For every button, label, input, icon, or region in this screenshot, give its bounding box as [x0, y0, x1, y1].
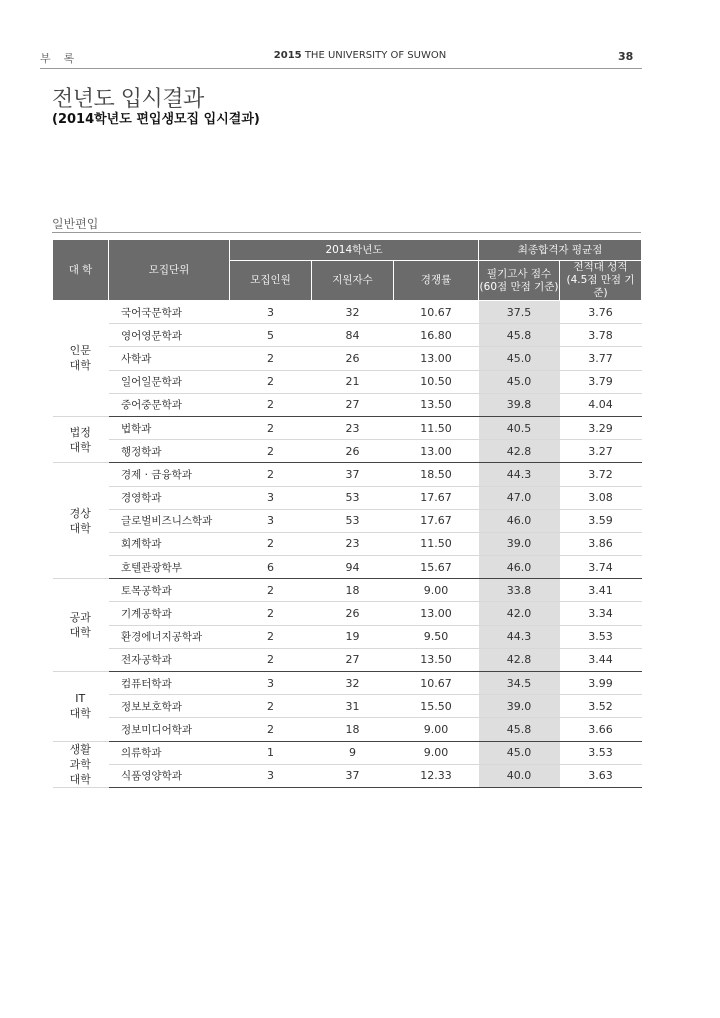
table-row	[53, 579, 642, 602]
ratio-cell: 9.00	[394, 718, 479, 741]
gpa-cell: 3.66	[560, 718, 642, 741]
gpa-cell: 3.78	[560, 324, 642, 347]
department-cell: 글로벌비즈니스학과	[109, 509, 230, 532]
ratio-cell: 13.00	[394, 602, 479, 625]
written-score-cell: 40.0	[479, 764, 560, 787]
college-cell: 공과 대학	[53, 579, 109, 672]
col-header-recruit: 모집인원	[230, 261, 312, 301]
section-char-1: 부	[40, 52, 52, 65]
page-subtitle: (2014학년도 편입생모집 입시결과)	[52, 112, 260, 127]
col-header-year-group: 2014학년도	[230, 240, 479, 261]
gpa-cell: 3.41	[560, 579, 642, 602]
recruit-cell: 2	[230, 416, 312, 439]
gpa-cell: 3.74	[560, 556, 642, 579]
recruit-cell: 3	[230, 672, 312, 695]
table-body	[53, 301, 642, 788]
applicants-cell: 26	[312, 602, 394, 625]
col-header-college: 대 학	[53, 240, 109, 301]
recruit-cell: 2	[230, 370, 312, 393]
gpa-cell: 3.52	[560, 695, 642, 718]
gpa-cell: 3.77	[560, 347, 642, 370]
department-cell: 토목공학과	[109, 579, 230, 602]
department-cell: 일어일문학과	[109, 370, 230, 393]
admission-results-table	[52, 239, 642, 788]
gpa-cell: 3.63	[560, 764, 642, 787]
ratio-cell: 15.50	[394, 695, 479, 718]
department-cell: 환경에너지공학과	[109, 625, 230, 648]
applicants-cell: 26	[312, 440, 394, 463]
table-row	[53, 602, 642, 625]
table-row	[53, 347, 642, 370]
department-cell: 기계공학과	[109, 602, 230, 625]
header-divider	[40, 68, 642, 69]
written-score-cell: 34.5	[479, 672, 560, 695]
ratio-cell: 13.00	[394, 347, 479, 370]
written-score-cell: 45.0	[479, 370, 560, 393]
written-score-cell: 46.0	[479, 509, 560, 532]
recruit-cell: 2	[230, 625, 312, 648]
ratio-cell: 11.50	[394, 416, 479, 439]
written-score-cell: 45.0	[479, 347, 560, 370]
recruit-cell: 3	[230, 301, 312, 324]
recruit-cell: 2	[230, 393, 312, 416]
written-score-cell: 45.8	[479, 718, 560, 741]
applicants-cell: 27	[312, 393, 394, 416]
table-row	[53, 440, 642, 463]
written-score-cell: 45.0	[479, 741, 560, 764]
table-row	[53, 695, 642, 718]
col-header-unit: 모집단위	[109, 240, 230, 301]
table-row	[53, 532, 642, 555]
ratio-cell: 13.00	[394, 440, 479, 463]
applicants-cell: 21	[312, 370, 394, 393]
department-cell: 정보보호학과	[109, 695, 230, 718]
recruit-cell: 2	[230, 347, 312, 370]
col-header-avg-group: 최종합격자 평균점	[479, 240, 642, 261]
recruit-cell: 2	[230, 440, 312, 463]
table-row	[53, 370, 642, 393]
table-row	[53, 741, 642, 764]
written-score-cell: 44.3	[479, 463, 560, 486]
applicants-cell: 18	[312, 579, 394, 602]
gpa-cell: 3.59	[560, 509, 642, 532]
col-header-applicants: 지원자수	[312, 261, 394, 301]
table-row	[53, 486, 642, 509]
department-cell: 법학과	[109, 416, 230, 439]
applicants-cell: 9	[312, 741, 394, 764]
written-score-cell: 45.8	[479, 324, 560, 347]
gpa-cell: 3.76	[560, 301, 642, 324]
recruit-cell: 2	[230, 532, 312, 555]
written-score-cell: 39.0	[479, 695, 560, 718]
gpa-cell: 3.27	[560, 440, 642, 463]
section-char-2: 록	[63, 52, 76, 65]
table-row	[53, 416, 642, 439]
department-cell: 경제 · 금융학과	[109, 463, 230, 486]
recruit-cell: 2	[230, 602, 312, 625]
recruit-cell: 3	[230, 764, 312, 787]
page-title: 전년도 입시결과	[52, 87, 204, 112]
department-cell: 국어국문학과	[109, 301, 230, 324]
ratio-cell: 9.00	[394, 579, 479, 602]
applicants-cell: 26	[312, 347, 394, 370]
ratio-cell: 10.50	[394, 370, 479, 393]
department-cell: 전자공학과	[109, 648, 230, 671]
recruit-cell: 5	[230, 324, 312, 347]
gpa-cell: 3.34	[560, 602, 642, 625]
col-header-ratio: 경쟁률	[394, 261, 479, 301]
table-row	[53, 648, 642, 671]
gpa-cell: 3.08	[560, 486, 642, 509]
ratio-cell: 13.50	[394, 393, 479, 416]
college-cell: 법정 대학	[53, 416, 109, 462]
table-row	[53, 718, 642, 741]
section-label: 일반편입	[52, 217, 99, 231]
ratio-cell: 9.50	[394, 625, 479, 648]
recruit-cell: 2	[230, 695, 312, 718]
department-cell: 경영학과	[109, 486, 230, 509]
written-score-cell: 47.0	[479, 486, 560, 509]
department-cell: 컴퓨터학과	[109, 672, 230, 695]
applicants-cell: 37	[312, 463, 394, 486]
page-header	[40, 50, 642, 70]
recruit-cell: 1	[230, 741, 312, 764]
written-score-cell: 42.8	[479, 648, 560, 671]
applicants-cell: 37	[312, 764, 394, 787]
department-cell: 행정학과	[109, 440, 230, 463]
gpa-cell: 3.44	[560, 648, 642, 671]
table-row	[53, 764, 642, 787]
gpa-cell: 3.86	[560, 532, 642, 555]
department-cell: 사학과	[109, 347, 230, 370]
table-row	[53, 672, 642, 695]
applicants-cell: 94	[312, 556, 394, 579]
department-cell: 호텔관광학부	[109, 556, 230, 579]
applicants-cell: 31	[312, 695, 394, 718]
gpa-cell: 3.29	[560, 416, 642, 439]
ratio-cell: 9.00	[394, 741, 479, 764]
running-year: 2015	[273, 50, 302, 61]
applicants-cell: 19	[312, 625, 394, 648]
department-cell: 식품영양학과	[109, 764, 230, 787]
col-header-gpa: 전적대 성적 (4.5점 만점 기준)	[560, 261, 642, 301]
college-cell: 경상 대학	[53, 463, 109, 579]
ratio-cell: 17.67	[394, 509, 479, 532]
section-marker	[40, 50, 87, 66]
running-university: THE UNIVERSITY OF SUWON	[304, 50, 447, 61]
written-score-cell: 39.0	[479, 532, 560, 555]
written-score-cell: 37.5	[479, 301, 560, 324]
table-row	[53, 301, 642, 324]
table-row	[53, 556, 642, 579]
department-cell: 정보미디어학과	[109, 718, 230, 741]
ratio-cell: 13.50	[394, 648, 479, 671]
gpa-cell: 3.99	[560, 672, 642, 695]
table-row	[53, 324, 642, 347]
gpa-cell: 3.72	[560, 463, 642, 486]
applicants-cell: 18	[312, 718, 394, 741]
applicants-cell: 32	[312, 301, 394, 324]
recruit-cell: 3	[230, 486, 312, 509]
written-score-cell: 44.3	[479, 625, 560, 648]
written-score-cell: 42.0	[479, 602, 560, 625]
table-row	[53, 463, 642, 486]
department-cell: 중어중문학과	[109, 393, 230, 416]
written-score-cell: 39.8	[479, 393, 560, 416]
gpa-cell: 4.04	[560, 393, 642, 416]
table-row	[53, 509, 642, 532]
recruit-cell: 2	[230, 463, 312, 486]
written-score-cell: 33.8	[479, 579, 560, 602]
recruit-cell: 2	[230, 718, 312, 741]
department-cell: 회계학과	[109, 532, 230, 555]
ratio-cell: 10.67	[394, 301, 479, 324]
ratio-cell: 10.67	[394, 672, 479, 695]
ratio-cell: 11.50	[394, 532, 479, 555]
written-score-cell: 46.0	[479, 556, 560, 579]
college-cell: 생활 과학 대학	[53, 741, 109, 787]
applicants-cell: 53	[312, 486, 394, 509]
section-divider	[52, 232, 641, 233]
applicants-cell: 23	[312, 532, 394, 555]
ratio-cell: 15.67	[394, 556, 479, 579]
written-score-cell: 42.8	[479, 440, 560, 463]
department-cell: 의류학과	[109, 741, 230, 764]
page-number: 38	[618, 50, 634, 63]
gpa-cell: 3.79	[560, 370, 642, 393]
applicants-cell: 53	[312, 509, 394, 532]
running-title	[260, 50, 460, 61]
applicants-cell: 23	[312, 416, 394, 439]
written-score-cell: 40.5	[479, 416, 560, 439]
department-cell: 영어영문학과	[109, 324, 230, 347]
recruit-cell: 3	[230, 509, 312, 532]
recruit-cell: 2	[230, 579, 312, 602]
applicants-cell: 84	[312, 324, 394, 347]
college-cell: 인문 대학	[53, 301, 109, 417]
college-cell: IT 대학	[53, 672, 109, 742]
gpa-cell: 3.53	[560, 625, 642, 648]
recruit-cell: 6	[230, 556, 312, 579]
col-header-written: 필기고사 점수 (60점 만점 기준)	[479, 261, 560, 301]
applicants-cell: 27	[312, 648, 394, 671]
ratio-cell: 18.50	[394, 463, 479, 486]
table-row	[53, 393, 642, 416]
ratio-cell: 17.67	[394, 486, 479, 509]
ratio-cell: 12.33	[394, 764, 479, 787]
gpa-cell: 3.53	[560, 741, 642, 764]
table-row	[53, 625, 642, 648]
ratio-cell: 16.80	[394, 324, 479, 347]
recruit-cell: 2	[230, 648, 312, 671]
applicants-cell: 32	[312, 672, 394, 695]
